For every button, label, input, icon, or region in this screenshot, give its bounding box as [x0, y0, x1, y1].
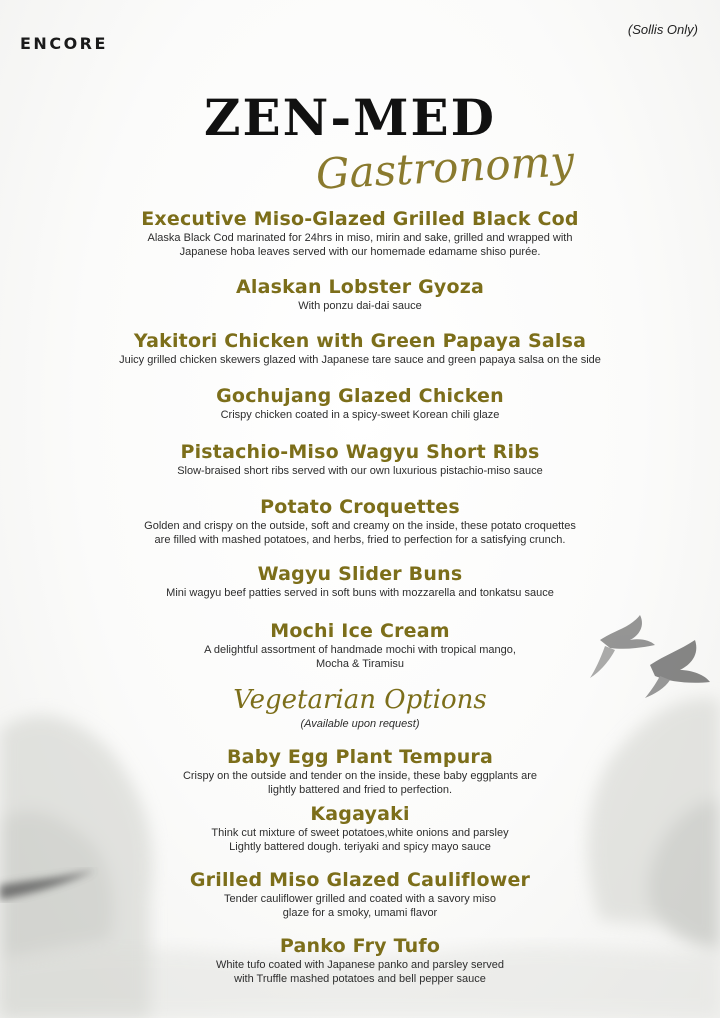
menu-item — [60, 619, 660, 671]
gastronomy-script: Gastronomy — [314, 136, 576, 199]
zen-med-logo: ZEN-MED — [204, 88, 496, 147]
veg-menu-item — [60, 745, 660, 797]
menu-item — [60, 384, 660, 423]
dish-name: Pistachio-Miso Wagyu Short Ribs — [180, 441, 540, 463]
dish-name: Kagayaki — [310, 803, 410, 825]
dish-name: Wagyu Slider Buns — [257, 563, 463, 585]
dish-name: Baby Egg Plant Tempura — [226, 746, 494, 768]
dish-description: Golden and crispy on the outside, soft and creamy on the inside, these potato croquettes are filled with mashed potatoes, and herbs, fried to perfection for a satisfying crunch. — [144, 520, 576, 546]
dish-description: White tufo coated with Japanese panko and parsley served with Truffle mashed potatoes and bell pepper sauce — [215, 959, 504, 985]
dish-name: Panko Fry Tufo — [279, 935, 441, 957]
veg-menu-item — [60, 802, 660, 854]
dish-description: Tender cauliflower grilled and coated with a savory miso glaze for a smoky, umami flavor — [223, 893, 497, 919]
dish-name: Yakitori Chicken with Green Papaya Salsa — [133, 330, 587, 352]
dish-name: Grilled Miso Glazed Cauliflower — [189, 869, 531, 891]
dish-description: Alaska Black Cod marinated for 24hrs in miso, mirin and sake, grilled and wrapped with Japanese hoba leaves served with our homemade edamame shiso purée. — [147, 232, 573, 258]
vegetarian-subtitle: (Available upon request) — [300, 718, 420, 730]
dish-description: Crispy chicken coated in a spicy-sweet Korean chili glaze — [220, 409, 500, 421]
dish-description: With ponzu dai-dai sauce — [298, 300, 422, 312]
dish-name: Potato Croquettes — [260, 496, 460, 518]
dish-name: Alaskan Lobster Gyoza — [235, 276, 485, 298]
dish-name: Mochi Ice Cream — [270, 620, 450, 642]
menu-item — [60, 562, 660, 601]
menu-item — [60, 495, 660, 547]
veg-menu-item — [60, 868, 660, 920]
menu-item — [60, 329, 660, 368]
menu-item — [60, 275, 660, 314]
dish-description: Crispy on the outside and tender on the inside, these baby eggplants are lightly battered and fried to perfection. — [182, 770, 538, 796]
menu-item — [60, 207, 660, 259]
menu-item — [60, 440, 660, 479]
dish-description: Juicy grilled chicken skewers glazed with Japanese tare sauce and green papaya salsa on the side — [119, 354, 601, 366]
dish-description: Think cut mixture of sweet potatoes,white onions and parsley Lightly battered dough. teriyaki and spicy mayo sauce — [211, 827, 509, 853]
dish-description: Mini wagyu beef patties served in soft buns with mozzarella and tonkatsu sauce — [166, 587, 554, 599]
dish-description: Slow-braised short ribs served with our own luxurious pistachio-miso sauce — [177, 465, 543, 477]
vegetarian-heading: Vegetarian Options — [233, 685, 487, 715]
brand-logo: ENCORE — [20, 34, 108, 53]
availability-note: (Sollis Only) — [627, 22, 698, 37]
dish-name: Executive Miso-Glazed Grilled Black Cod — [141, 208, 579, 230]
veg-menu-item — [60, 934, 660, 986]
dish-description: A delightful assortment of handmade mochi with tropical mango, Mocha & Tiramisu — [204, 644, 516, 670]
dish-name: Gochujang Glazed Chicken — [216, 385, 504, 407]
